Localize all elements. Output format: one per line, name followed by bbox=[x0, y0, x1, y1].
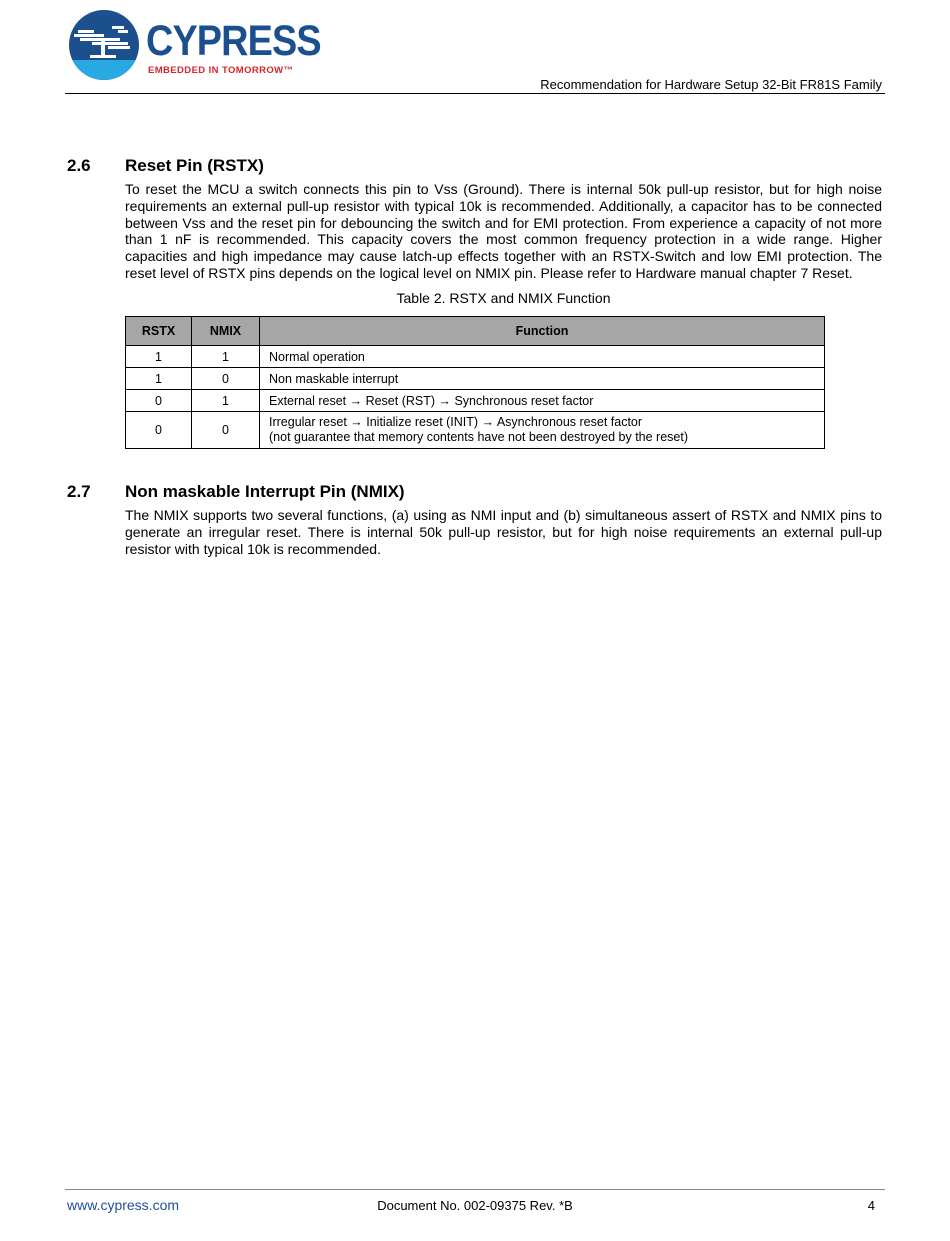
document-number: Document No. 002-09375 Rev. *B bbox=[377, 1198, 573, 1213]
logo-wordmark: CYPRESS bbox=[146, 17, 321, 65]
cell-function-note: (not guarantee that memory contents have not been destroyed by the reset) bbox=[269, 430, 689, 444]
section-title-nmi-pin: Non maskable Interrupt Pin (NMIX) bbox=[125, 482, 405, 501]
page-number: 4 bbox=[867, 1198, 875, 1213]
rstx-nmix-function-table bbox=[125, 316, 825, 449]
column-header-nmix: NMIX bbox=[192, 317, 260, 346]
document-title: Recommendation for Hardware Setup 32-Bit FR81S Family bbox=[540, 77, 882, 92]
column-header-rstx: RSTX bbox=[126, 317, 192, 346]
cell-function: Non maskable interrupt bbox=[260, 368, 825, 390]
section-title-reset-pin: Reset Pin (RSTX) bbox=[125, 156, 264, 175]
table-caption: Table 2. RSTX and NMIX Function bbox=[396, 290, 611, 306]
section-body-nmi-pin: The NMIX supports two several functions, (a) using as NMI input and (b) simultaneous assert of RSTX and NMIX pins to generate an irregular reset. There is internal 50k pull-up resistor, but for high noise requirements an external pull-up resistor with typical 10k is recommended. bbox=[125, 507, 882, 557]
cell-function: External reset → Reset (RST) → Synchronous reset factor bbox=[260, 390, 825, 412]
column-header-function: Function bbox=[260, 317, 825, 346]
cell-rstx: 0 bbox=[126, 412, 192, 449]
cell-function: Normal operation bbox=[260, 346, 825, 368]
logo-tagline: EMBEDDED IN TOMORROW™ bbox=[148, 65, 294, 76]
cypress-logo bbox=[68, 8, 321, 82]
section-number: 2.7 bbox=[67, 482, 91, 501]
table-row bbox=[126, 368, 825, 390]
cell-function-main: Irregular reset → Initialize reset (INIT) → Asynchronous reset factor bbox=[269, 415, 643, 429]
cell-rstx: 1 bbox=[126, 346, 192, 368]
cell-rstx: 1 bbox=[126, 368, 192, 390]
cell-nmix: 0 bbox=[192, 412, 260, 449]
table-header-row bbox=[126, 317, 825, 346]
section-number: 2.6 bbox=[67, 156, 91, 175]
footer-divider bbox=[65, 1189, 885, 1190]
cell-nmix: 1 bbox=[192, 390, 260, 412]
cell-function bbox=[260, 412, 825, 449]
header-divider bbox=[65, 93, 885, 94]
table-row bbox=[126, 390, 825, 412]
table-row bbox=[126, 412, 825, 449]
cell-rstx: 0 bbox=[126, 390, 192, 412]
table-row bbox=[126, 346, 825, 368]
cypress-globe-icon bbox=[68, 8, 142, 82]
cell-nmix: 0 bbox=[192, 368, 260, 390]
website-link[interactable]: www.cypress.com bbox=[67, 1197, 180, 1213]
cell-nmix: 1 bbox=[192, 346, 260, 368]
section-body-reset-pin: To reset the MCU a switch connects this pin to Vss (Ground). There is internal 50k pull-up resistor, but for high noise requirements an external pull-up resistor with typical 10k is recommended. Additionally, a capacitor has to be connected between Vss and the reset pin for debouncing the switch and for EMI protection. From experience a capacity of not more than 1 nF is recommended. This capacity covers the most common frequency protection in a wide range. Higher capacities and high impedance may cause latch-up effects together with an RSTX-Switch and low EMI protection. The reset level of RSTX pins depends on the logical level on NMIX pin. Please refer to Hardware manual chapter 7 Reset. bbox=[125, 181, 882, 281]
